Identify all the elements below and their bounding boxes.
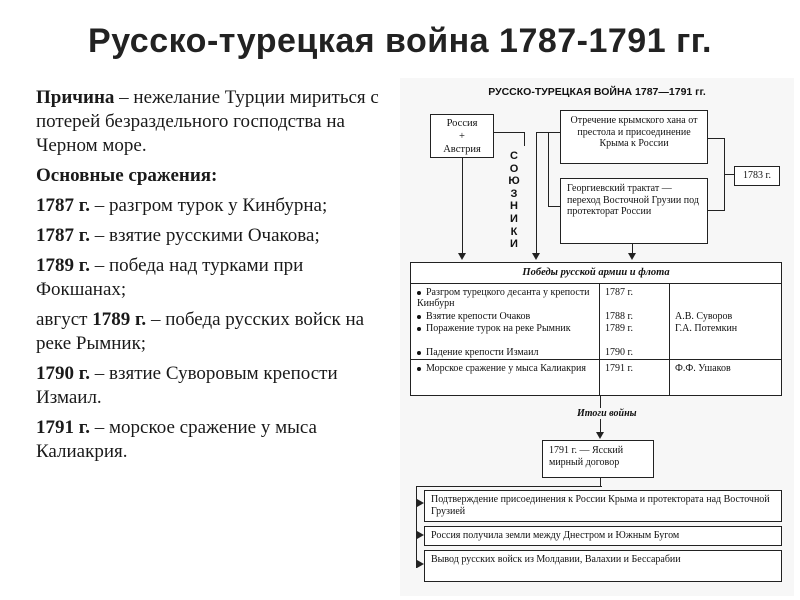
- result-box: Подтверждение присоединения к России Крыма и протектората над Восточной Грузией: [424, 490, 782, 522]
- battle-item: 1787 г. – взятие русскими Очакова;: [36, 225, 320, 246]
- war-diagram: [400, 78, 794, 596]
- battle-item: 1787 г. – разгром турок у Кинбурна;: [36, 195, 328, 216]
- arrow-down-icon: [596, 432, 604, 439]
- result-box: Россия получила земли между Днестром и Южным Бугом: [424, 526, 782, 546]
- battle-item: 1790 г. – взятие Суворовым крепости Измаил.: [36, 363, 338, 408]
- cause-text: – нежелание Турции мириться с потерей безраздельного господства на Черном море.: [36, 87, 379, 156]
- georgievsk-box: Георгиевский трактат — переход Восточной Грузии под протекторат России: [560, 178, 708, 244]
- left-text-panel: [36, 86, 398, 470]
- arrow-right-icon: [417, 560, 424, 568]
- year-1783-box: 1783 г.: [734, 166, 780, 186]
- slide-title: Русско-турецкая война 1787-1791 гг.: [88, 22, 712, 60]
- crimea-box: Отречение крымского хана от престола и присоединение Крыма к России: [560, 110, 708, 164]
- battle-item: 1791 г. – морское сражение у мыса Калиакрия.: [36, 417, 317, 462]
- arrow-down-icon: [532, 253, 540, 260]
- battle-item: 1789 г. – победа над турками при Фокшанах;: [36, 255, 304, 300]
- arrow-right-icon: [417, 531, 424, 539]
- allies-box: Россия + Австрия: [430, 114, 494, 158]
- arrow-down-icon: [458, 253, 466, 260]
- victories-table: Победы русской армии и флота Разгром турецкого десанта у крепости Кинбурн 1787 г. Взятие крепости Очаков 1788 г. А.В. Суворов Поражение турок на реке Рымник 1789 г. Г.А. Потемкин Падение крепости Измаил 1790 г. Морское сражение у мыса Калиакрия 1791 г. Ф.Ф. Ушаков: [410, 262, 782, 396]
- arrow-right-icon: [417, 499, 424, 507]
- cause-paragraph: [36, 86, 398, 158]
- allies-vertical-label: С О Ю З Н И К И: [508, 150, 520, 251]
- victories-header: Победы русской армии и флота: [411, 263, 781, 284]
- arrow-down-icon: [628, 253, 636, 260]
- battle-item: август 1789 г. – победа русских войск на реке Рымник;: [36, 309, 365, 354]
- diagram-title: РУССКО-ТУРЕЦКАЯ ВОЙНА 1787—1791 гг.: [488, 86, 706, 98]
- treaty-box: 1791 г. — Ясский мирный договор: [542, 440, 654, 478]
- battles-heading: Основные сражения:: [36, 165, 218, 186]
- results-label: Итоги войны: [574, 408, 640, 419]
- cause-label: Причина: [36, 87, 115, 108]
- result-box: Вывод русских войск из Молдавии, Валахии и Бессарабии: [424, 550, 782, 582]
